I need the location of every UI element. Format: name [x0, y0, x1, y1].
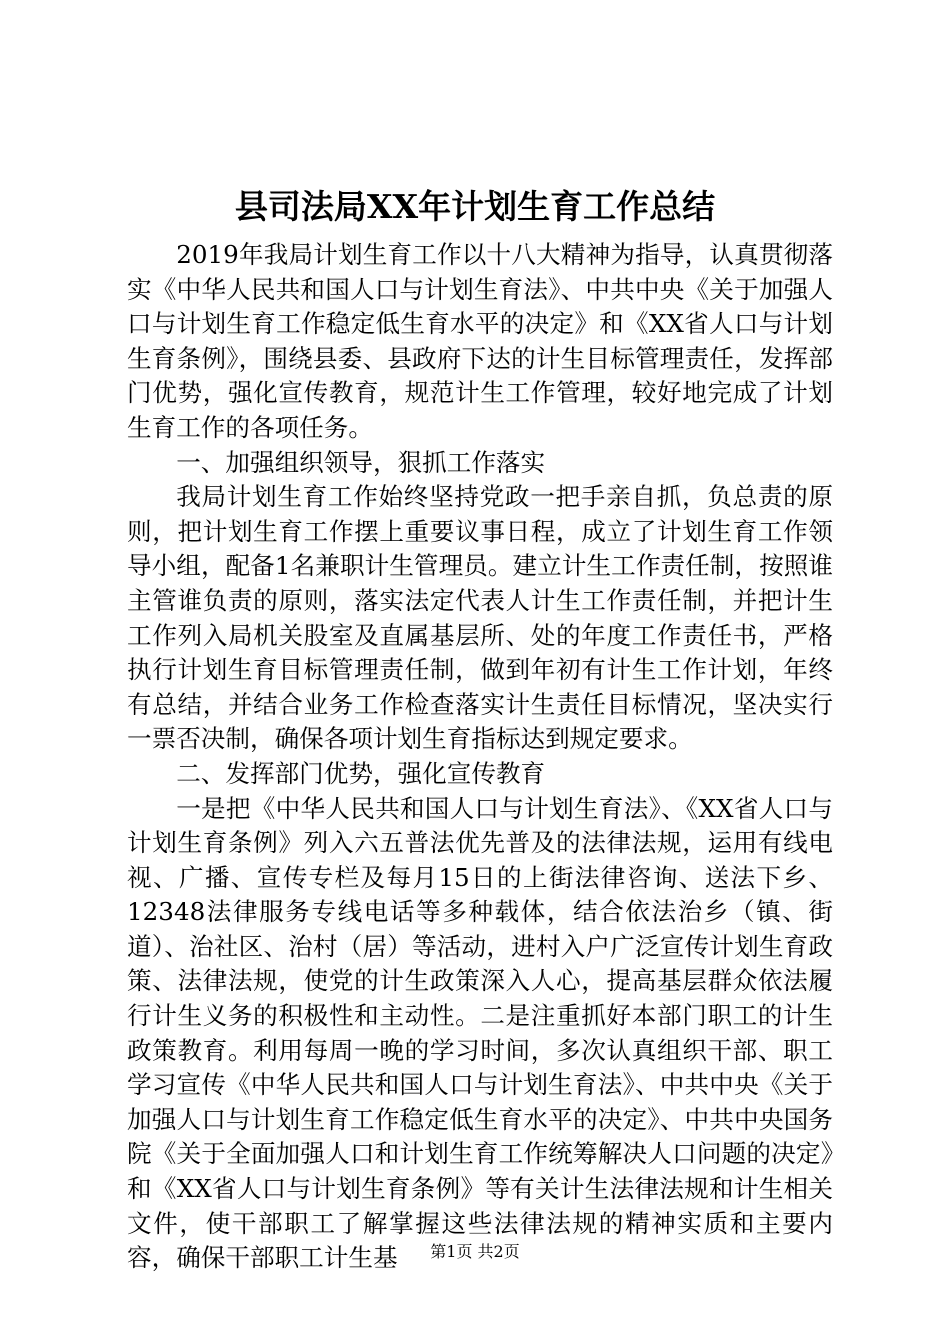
document-body: [127, 238, 833, 1276]
section-heading-2: 二、发挥部门优势，强化宣传教育: [176, 758, 546, 788]
document-title: 县司法局XX年计划生育工作总结: [234, 187, 716, 226]
section-heading-1: 一、加强组织领导，狠抓工作落实: [176, 447, 546, 477]
page-number-footer: 第1页 共2页: [430, 1242, 520, 1261]
section-paragraph-1: 我局计划生育工作始终坚持党政一把手亲自抓，负总责的原则，把计划生育工作摆上重要议事日程，成立了计划生育工作领导小组，配备1名兼职计生管理员。建立计生工作责任制，按照谁主管谁负责的原则，落实法定代表人计生工作责任制，并把计生工作列入局机关股室及直属基层所、处的年度工作责任书，严格执行计划生育目标管理责任制，做到年初有计生工作计划，年终有总结，并结合业务工作检查落实计生责任目标情况，坚决实行一票否决制，确保各项计划生育指标达到规定要求。: [127, 482, 833, 754]
section-paragraph-2: 一是把《中华人民共和国人口与计划生育法》、《XX省人口与计划生育条例》列入六五普法优先普及的法律法规，运用有线电视、广播、宣传专栏及每月15日的上街法律咨询、送法下乡、12348法律服务专线电话等多种载体，结合依法治乡（镇、街道）、治社区、治村（居）等活动，进村入户广泛宣传计划生育政策、法律法规，使党的计生政策深入人心，提高基层群众依法履行计生义务的积极性和主动性。二是注重抓好本部门职工的计生政策教育。利用每周一晚的学习时间，多次认真组织干部、职工学习宣传《中华人民共和国人口与计划生育法》、中共中央《关于加强人口与计划生育工作稳定低生育水平的决定》、中共中央国务院《关于全面加强人口和计划生育工作统筹解决人口问题的决定》和《XX省人口与计划生育条例》等有关计生法律法规和计生相关文件，使干部职工了解掌握这些法律法规的精神实质和主要内容，确保干部职工计生基: [127, 793, 833, 1273]
intro-paragraph: 2019年我局计划生育工作以十八大精神为指导，认真贯彻落实《中华人民共和国人口与计划生育法》、中共中央《关于加强人口与计划生育工作稳定低生育水平的决定》和《XX省人口与计划生育条例》，围绕县委、县政府下达的计生目标管理责任，发挥部门优势，强化宣传教育，规范计生工作管理，较好地完成了计划生育工作的各项任务。: [127, 240, 833, 442]
